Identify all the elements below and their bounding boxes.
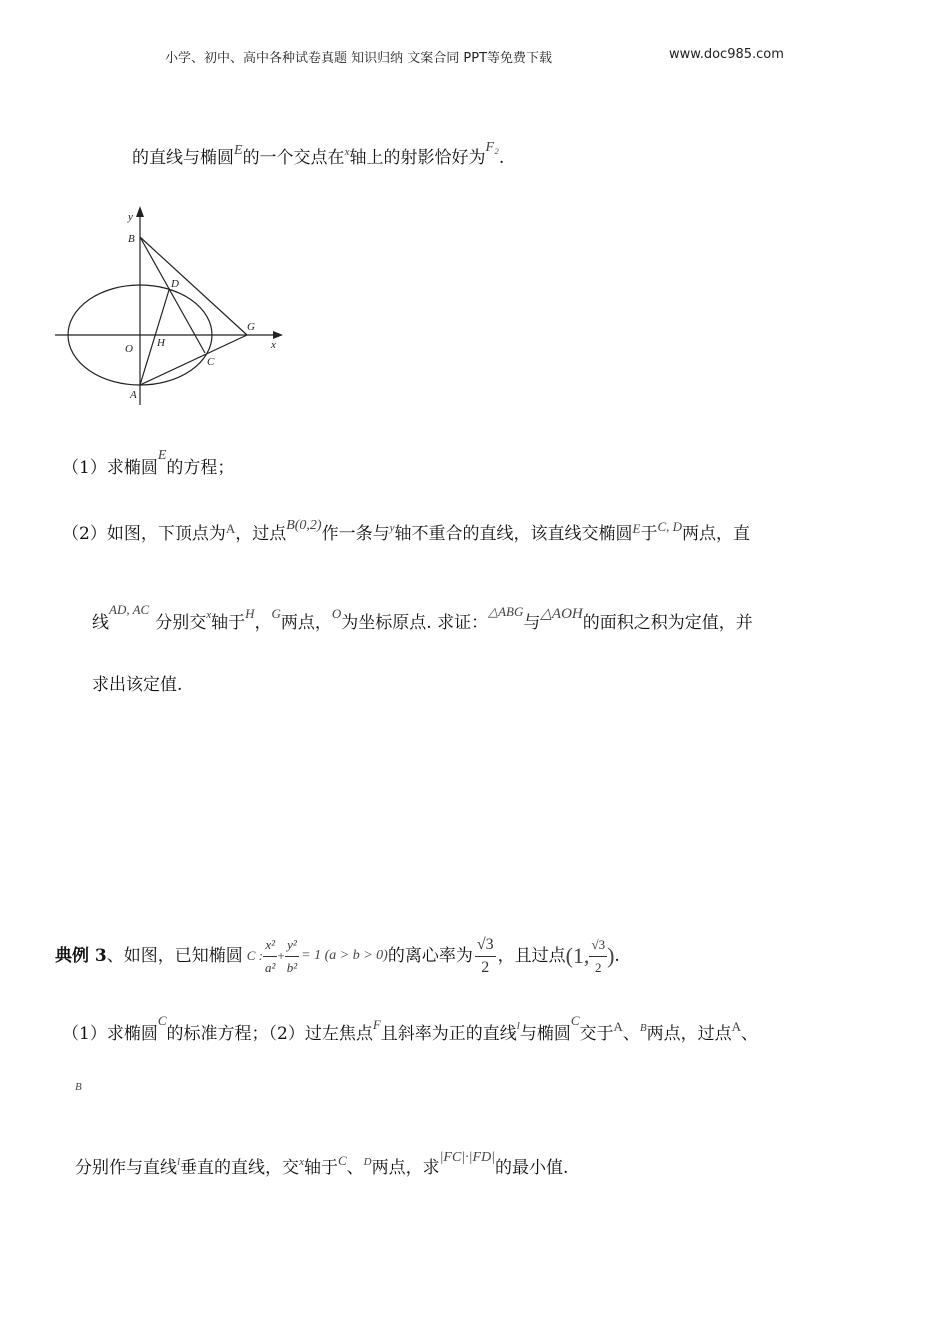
math-C: C bbox=[337, 1153, 347, 1168]
math-O: O bbox=[331, 606, 342, 621]
header-website[interactable]: www.doc985.com bbox=[669, 47, 784, 62]
question-2-line-1 bbox=[62, 518, 751, 547]
ex3q-text: 的标准方程；（2）过左焦点 bbox=[166, 1024, 373, 1044]
ex3q-text: 两点，求 bbox=[371, 1158, 440, 1178]
fraction-y2-b2: $\frac{\text{y²}}{\text{b²}}$ bbox=[285, 934, 299, 979]
ex3q-text: 交于 bbox=[579, 1024, 614, 1044]
label-A: A bbox=[130, 389, 137, 401]
q2-text: 轴不重合的直线，该直线交椭圆 bbox=[394, 524, 633, 544]
label-O: O bbox=[125, 343, 133, 355]
math-x: x bbox=[344, 146, 350, 158]
header-left-text: 小学、初中、高中各种试卷真题 知识归纳 文案合同 PPT等免费下载 bbox=[165, 51, 553, 66]
ex3-text: ，且过点 bbox=[497, 946, 566, 966]
fraction-x2-a2: $\frac{\text{x²}}{\text{a²}}$ bbox=[263, 934, 277, 979]
math-equals-one: = 1 (a > b > 0) bbox=[301, 948, 388, 963]
intro-period: . bbox=[498, 148, 505, 168]
math-triangle-ABG: △ABG bbox=[488, 604, 524, 619]
label-y: y bbox=[128, 211, 133, 223]
ex3-period: . bbox=[614, 946, 620, 966]
question-2-line-3: 求出该定值. bbox=[92, 675, 183, 695]
label-B: B bbox=[128, 233, 135, 245]
intro-line bbox=[132, 140, 505, 171]
ex3q-text: 与椭圆 bbox=[519, 1024, 571, 1044]
math-G: G bbox=[271, 606, 281, 621]
q2-text: 两点，直 bbox=[682, 524, 751, 544]
q2-text: 分别交 bbox=[155, 613, 207, 633]
q1-text-1: （1）求椭圆 bbox=[62, 458, 158, 478]
q2-text: ， bbox=[254, 613, 272, 633]
ex3q-text: 轴于 bbox=[303, 1158, 338, 1178]
label-H: H bbox=[157, 337, 165, 349]
q2-text: 与 bbox=[523, 613, 541, 633]
y-axis-arrow bbox=[136, 206, 144, 217]
math-plus: + bbox=[277, 948, 285, 963]
math-l: l bbox=[177, 1156, 181, 1168]
q2-text: 线 bbox=[92, 613, 109, 633]
ex3q-text: 、 bbox=[741, 1024, 759, 1044]
math-x: x bbox=[206, 609, 212, 621]
q2-text: ，过点 bbox=[235, 524, 287, 544]
math-H: H bbox=[245, 606, 255, 621]
math-A: A bbox=[613, 1019, 623, 1034]
math-triangle-AOH: △AOH bbox=[540, 606, 583, 622]
ex3q-text: 、 bbox=[346, 1158, 364, 1178]
ellipse-diagram bbox=[55, 200, 295, 415]
q2-text: 轴于 bbox=[211, 613, 246, 633]
intro-text-2: 的一个交点在 bbox=[242, 148, 345, 168]
math-E: E bbox=[632, 521, 641, 536]
math-C: C bbox=[157, 1013, 167, 1028]
math-F2: F₂ bbox=[485, 140, 499, 155]
ex3q-text: 的最小值. bbox=[495, 1158, 569, 1178]
math-x: x bbox=[299, 1156, 304, 1168]
example-3-title-line bbox=[55, 936, 620, 976]
x-axis-arrow bbox=[273, 331, 283, 339]
math-E: E bbox=[157, 448, 167, 463]
math-E: E bbox=[234, 143, 243, 158]
q2-text: 作一条与 bbox=[321, 524, 390, 544]
question-1 bbox=[62, 448, 235, 481]
math-A: A bbox=[225, 521, 236, 536]
label-x: x bbox=[271, 339, 276, 351]
math-point-open: (1, bbox=[565, 943, 590, 968]
q1-text-2: 的方程； bbox=[166, 458, 235, 478]
q2-text: 为坐标原点. 求证： bbox=[341, 613, 489, 633]
math-AD-AC: AD, AC bbox=[109, 602, 150, 617]
ex3-text: 的离心率为 bbox=[387, 946, 473, 966]
math-l: l bbox=[516, 1020, 520, 1032]
ex3q-text: 且斜率为正的直线 bbox=[380, 1024, 517, 1044]
q2-text: 于 bbox=[640, 524, 658, 544]
math-CD: C, D bbox=[657, 519, 683, 534]
intro-text-3: 轴上的射影恰好为 bbox=[349, 148, 486, 168]
math-C: C bbox=[570, 1013, 580, 1028]
math-point-close: ) bbox=[607, 943, 615, 968]
math-FC-FD-product: |FC|·|FD| bbox=[439, 1150, 496, 1165]
math-B: B bbox=[75, 1081, 82, 1093]
ex3q-text: 垂直的直线，交 bbox=[180, 1158, 300, 1178]
math-F: F bbox=[372, 1017, 381, 1032]
fraction-eccentricity: $\frac{√3}{2}$ bbox=[476, 935, 494, 976]
math-B: B bbox=[639, 1022, 647, 1034]
q2-text: （2）如图，下顶点为 bbox=[62, 524, 226, 544]
math-D: D bbox=[363, 1156, 372, 1168]
example-3-questions-line-2 bbox=[75, 1150, 569, 1181]
ex3q-text: 两点，过点 bbox=[646, 1024, 732, 1044]
ex3q-text: 分别作与直线 bbox=[75, 1158, 177, 1178]
math-C-colon: C : bbox=[246, 948, 263, 963]
intro-text-1: 的直线与椭圆 bbox=[132, 148, 234, 168]
ex3-text: 、如图，已知椭圆 bbox=[106, 946, 243, 966]
q2-text: 两点， bbox=[280, 613, 332, 633]
label-G: G bbox=[247, 321, 255, 333]
question-2-line-2 bbox=[92, 602, 753, 636]
ex3q-text: 、 bbox=[622, 1024, 640, 1044]
label-D: D bbox=[171, 278, 179, 290]
label-C: C bbox=[207, 356, 215, 368]
example-3-questions-line-1 bbox=[62, 1013, 759, 1047]
line-BC bbox=[140, 237, 205, 353]
example-3-label: 典例 3 bbox=[55, 946, 107, 966]
math-A: A bbox=[731, 1019, 742, 1034]
math-y: y bbox=[389, 522, 395, 534]
q2-text: 的面积之积为定值，并 bbox=[582, 613, 753, 633]
ex3q-text: （1）求椭圆 bbox=[62, 1024, 158, 1044]
fraction-point-y: $\frac{√3}{2}$ bbox=[589, 934, 607, 979]
math-B-point: B(0,2) bbox=[286, 518, 322, 533]
